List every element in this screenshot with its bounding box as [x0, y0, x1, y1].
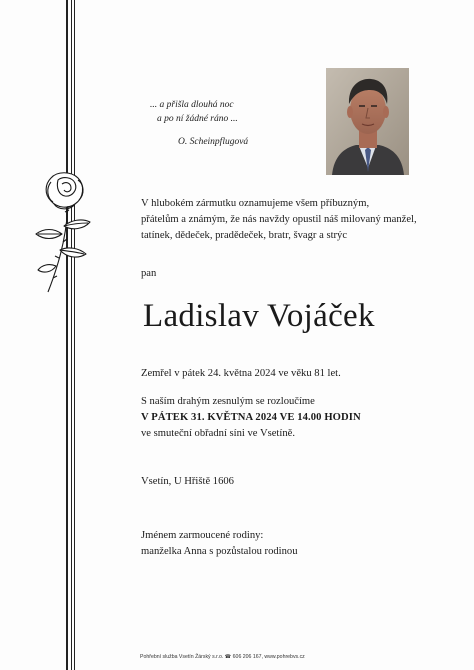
portrait-photo [326, 68, 409, 175]
announcement-line-3: tatínek, dědeček, pradědeček, bratr, švagr a strýc [141, 230, 348, 241]
quote-line-2: a po ní žádné ráno ... [157, 114, 238, 124]
family-line-1: Jménem zarmoucené rodiny: [141, 530, 264, 541]
vertical-rule [71, 0, 72, 670]
funeral-place: ve smuteční obřadní síni ve Vsetíně. [141, 428, 295, 439]
rose-icon [24, 168, 104, 296]
family-signature [141, 528, 298, 560]
death-notice: Zemřel v pátek 24. května 2024 ve věku 81 let. [141, 368, 341, 379]
funeral-line-1: S naším drahým zesnulým se rozloučíme [141, 396, 315, 407]
funeral-details [141, 394, 361, 442]
announcement-text [141, 196, 461, 244]
family-line-2: manželka Anna s pozůstalou rodinou [141, 546, 298, 557]
salutation: pan [141, 268, 157, 279]
family-address: Vsetín, U Hřiště 1606 [141, 476, 234, 487]
deceased-name: Ladislav Vojáček [143, 298, 375, 334]
portrait-image [326, 68, 409, 175]
vertical-rule [74, 0, 75, 670]
funeral-service-footer: Pohřební služba Vsetín Žárský s.r.o. ☎ 606 206 167, www.pohrebvs.cz [140, 654, 305, 660]
quote-author: O. Scheinpflugová [178, 137, 249, 147]
memorial-quote [134, 98, 248, 149]
announcement-line-1: V hlubokém zármutku oznamujeme všem příbuzným, [141, 198, 370, 209]
vertical-rule [66, 0, 68, 670]
funeral-date-time: V PÁTEK 31. KVĚTNA 2024 VE 14.00 HODIN [141, 412, 361, 423]
quote-line-1: ... a přišla dlouhá noc [150, 100, 234, 110]
announcement-line-2: přátelům a známým, že nás navždy opustil náš milovaný manžel, [141, 214, 417, 225]
